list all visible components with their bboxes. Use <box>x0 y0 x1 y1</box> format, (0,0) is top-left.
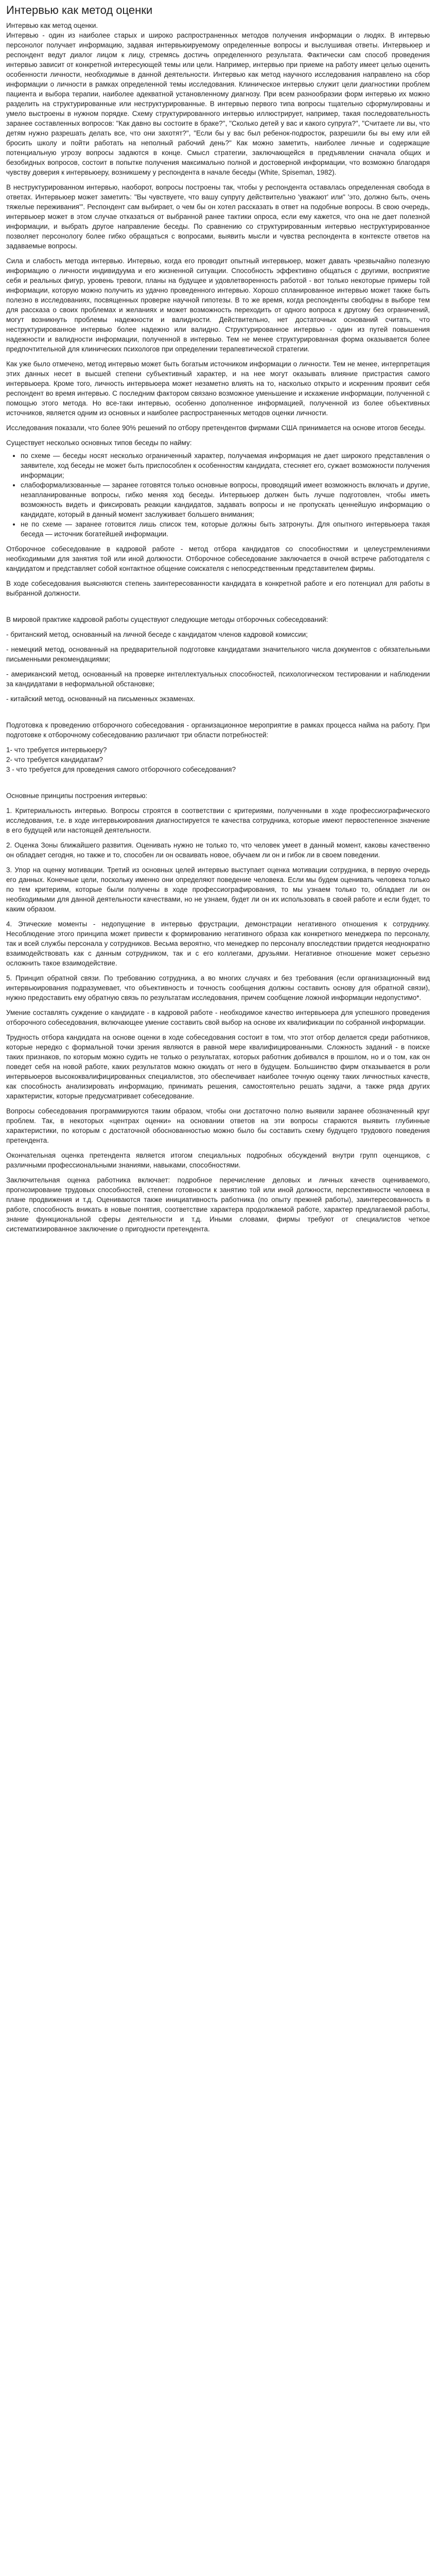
types-intro: Существует несколько основных типов беседы по найму: <box>6 439 192 447</box>
article-subtitle: Интервью как метод оценки. <box>6 22 98 29</box>
article-body <box>6 21 430 1234</box>
intro-paragraph: Интервью - один из наиболее старых и широко распространенных методов получения информации о людях. В интервью персонолог получает информацию, задавая интервьюируемому определенные вопросы и выслушивая ответы. Интервьюер и респондент ведут диалог лицом к лицу, стремясь достичь определенного результата. Фактически сам способ проведения интервью зависит от конкретной интересующей темы или цели. Например, интервью при приеме на работу имеет целью оценить особенности личности, необходимые в данной деятельности. Интервью как метод научного исследования направлено на сбор информации о личности в рамках определенной темы исследования. Клиническое интервью служит цели диагностики проблем пациента и выбора терапии, наиболее адекватной установленному диагнозу. При всем разнообразии форм интервью их можно разделить на структурированные или неструктурированные. В интервью первого типа вопросы тщательно сформулированы и умело выстроены в нужном порядке. Схему структурированного интервью иллюстрирует, например, такая последовательность заранее составленных вопросов: "Как давно вы состоите в браке?", "Сколько детей у вас и какого супруга?", "Считаете ли вы, что детям нужно разрешать делать все, что они захотят?", "Если бы у вас был ребенок-подросток, разрешили бы вы ему или ей бросить школу и пойти работать на неполный рабочий день?" Как можно заметить, наиболее личные и содержащие потенциальную угрозу вопросы задаются в конце. Смысл стратегии, заключающейся в предъявлении сначала общих и безобидных вопросов, состоит в попытке получения максимально полной и достоверной информации, что возможно благодаря чувству доверия к интервьюеру, возникшему у респондента в начале беседы (White, Spiseman, 1982). <box>6 31 430 176</box>
method-item: - китайский метод, основанный на письменных экзаменах. <box>6 695 196 703</box>
closing-paragraph: Умение составлять суждение о кандидате - в кадровой работе - необходимое качество интервьюера для успешного проведения отборочного собеседования, включающее умение составить свой выбор на основе их квалификации по собранной информации. <box>6 1009 430 1026</box>
methods-intro: В мировой практике кадровой работы существуют следующие методы отборочных собеседований: <box>6 616 328 623</box>
principle-item: 1. Критериальность интервью. Вопросы строятся в соответствии с критериями, полученными в ходе профессиографического исследования, т.е. в ходе интервьюирования диагностируется те качества сотрудника, которые имеют первостепенное значение в его будущей или настоящей деятельности. <box>6 807 430 834</box>
intro-paragraph: В неструктурированном интервью, наоборот, вопросы построены так, чтобы у респондента оставалась определенная свобода в ответах. Интервьюер может заметить: "Вы чувствуете, что вашу супругу действительно 'уважают' или" 'это, должно быть, очень тяжелые переживания'". Респондент сам выбирает, о чем бы он хотел рассказать в ответ на подобные вопросы. В свою очередь, интервьюер может в этом случае отказаться от выбранной ранее тактики опроса, если ему кажется, что она не дает полезной информации, и выбрать другое направление беседы. По сравнению со структурированным интервью неструктурированное позволяет персонологу более гибко обращаться с вопросами, выявить мысли и чувства респондента в контексте ответов на задаваемые вопросы. <box>6 183 430 250</box>
principle-item: 5. Принцип обратной связи. По требованию сотрудника, а во многих случаях и без требования (если организационный вид интервьюирования подразумевает, что объективность и точность сообщения должны составить основу для обратной связи), нужно предоставить ему обратную связь по результатам исследования, причем сообщение ложной информации недопустимо*. <box>6 974 430 1002</box>
list-item: • не по схеме — заранее готовится лишь список тем, которые должны быть затронуты. Для опытного интервьюера такая беседа — источник богатейшей информации. <box>21 519 430 539</box>
preparation-paragraph: Подготовка к проведению отборочного собеседования - организационное мероприятие в рамках процесса найма на работу. При подготовке к отборочному собеседованию различают три области потребностей: <box>6 721 430 739</box>
page-title: Интервью как метод оценки <box>6 4 153 16</box>
spacer <box>6 709 430 720</box>
list-item: • слабоформализованные — заранее готовятся только основные вопросы, проводящий имеет возможность включать и другие, незапланированные вопросы, гибко меняя ход беседы. Интервьюер должен быть лучше подготовлен, чтобы иметь возможность видеть и фиксировать реакции кандидатов, задавать вопросы и не пропускать ценнейшую информацию о кандидате, который в данный момент заслуживает большего внимания; <box>21 480 430 519</box>
principle-item: 4. Этические моменты - недопущение в интервью фрустрации, демонстрации негативного отношения к сотруднику. Несоблюдение этого принципа может привести к формированию негативного образа как конкретного менеджера по персоналу, так и всей службы персонала у сотрудников. Весьма вероятно, что менеджер по персоналу впоследствии придется неоднократно взаимодействовать как с данным сотрудником, так и с его коллегами, друзьями. Негативное отношение может серьезно осложнить такое взаимодействие. <box>6 920 430 967</box>
method-item: - американский метод, основанный на проверке интеллектуальных способностей, психологическом тестировании и наблюдении за кандидатами в неформальной обстановке; <box>6 670 430 688</box>
principles-intro: Основные принципы построения интервью: <box>6 792 148 800</box>
spacer <box>6 779 430 791</box>
list-item: • по схеме — беседы носят несколько ограниченный характер, получаемая информация не дает широкого представления о заявителе, ход беседы не может быть приспособлен к особенностям кандидата, стесняет его, сужает возможности получения информации; <box>21 451 430 480</box>
intro-paragraph: Как уже было отмечено, метод интервью может быть богатым источником информации о личности. Тем не менее, интерпретация этих данных несет в высшей степени субъективный характер, и на нее могут оказывать влияние пристрастия самого интервьюера. Кроме того, личность интервьюера может незаметно влиять на то, насколько открыто и искренним проявит себя респондент во время интервью. С последним фактором связано возможное уменьшение и искажение информации, полученной с помощью этого метода. Но все-таки интервью, особенно дополненное информацией, полученной из более объективных источников, является одним из основных и наиболее распространенных методов оценки личности. <box>6 360 430 417</box>
closing-paragraph: Заключительная оценка работника включает: подробное перечисление деловых и личных качеств оцениваемого, прогнозирование трудовых способностей, степени готовности к занятию той или иной должности, перспективности человека в плане продвижения и т.д. Оцениваются также инициативность работника (по опыту прежней работы), заинтересованность в работе, способность вникать в новые понятия, соответствие характера продолжаемой работе, характер предлагаемой работы, знание функциональной сферы деятельности и т.д. Иными словами, фирмы требуют от специалистов четкое систематизированное заключение о пригодности претендента. <box>6 1176 430 1233</box>
selection-interview-paragraph: В ходе собеседования выясняются степень заинтересованности кандидата в конкретной работе и его потенциал для работы в выбранной должности. <box>6 580 430 597</box>
preparation-item: 1- что требуется интервьюеру? <box>6 746 107 754</box>
spacer <box>6 603 430 615</box>
method-item: - британский метод, основанный на личной беседе с кандидатом членов кадровой комиссии; <box>6 631 308 638</box>
principle-item: 3. Упор на оценку мотивации. Третий из основных целей интервью выступает оценка мотивации сотрудника, в первую очередь его данных. Конечные цели, поскольку именно они определяют поведение человека. Если мы будем оценивать человека только по тем критериям, которые были получены в ходе профессиографирования, то мы узнаем только то, обладает ли он необходимыми для данной деятельности качествами, но не узнаем, будет ли он их использовать в своей работе и если будет, то каким образом. <box>6 866 430 913</box>
intro-paragraph: Исследования показали, что более 90% решений по отбору претендентов фирмами США принимается на основе итогов беседы. <box>6 424 426 432</box>
preparation-item: 2- что требуется кандидатам? <box>6 756 103 764</box>
closing-paragraph: Окончательная оценка претендента является итогом специальных подробных обсуждений внутри групп оценщиков, с различными профессиональными знаниями, навыками, способностями. <box>6 1151 430 1169</box>
method-item: - немецкий метод, основанный на предварительной подготовке кандидатами значительного числа документов с обязательными письменными рекомендациями; <box>6 646 430 663</box>
intro-paragraph: Сила и слабость метода интервью. Интервью, когда его проводит опытный интервьюер, может давать чрезвычайно полезную информацию о личности индивидуума и его жизненной ситуации. Способность эффективно общаться с другими, восприятие себя и реальных фигур, уровень тревоги, планы на будущее и удовлетворенность работой - вот только некоторые примеры той информации, которую можно получить из удачно проведенного интервью. Хорошо спланированное интервью может также быть полезно в исследованиях, посвященных проверке научной гипотезы. В то же время, когда респонденты свободны в выборе тем для рассказа о своих проблемах и желаниях и может возможность переходить от одного вопроса к другому без ограничений, могут возникнуть проблемы надежности и валидности. Действительно, нет достаточных оснований считать, что неструктурированное интервью более надежно или валидно. Структурированное интервью - один из путей повышения надежности и валидности информации, полученной в интервью. Тем не менее структурированная форма оказывается более предпочтительной для клинических психологов при определении терапевтической стратегии. <box>6 257 430 353</box>
preparation-item: 3 - что требуется для проведения самого отборочного собеседования? <box>6 766 236 773</box>
principle-item: 2. Оценка Зоны ближайшего развития. Оценивать нужно не только то, что человек умеет в данный момент, каковы качественно он обладает сегодня, но также и то, способен ли он осваивать новое, обучаем ли он и гибок ли в своем поведении. <box>6 841 430 859</box>
closing-paragraph: Трудность отбора кандидата на основе оценки в ходе собеседования состоит в том, что этот отбор делается среди работников, которые нередко с формальной точки зрения являются в равной мере квалифицированными. Сложность заданий - в поиске таких признаков, по которым можно судить не только о результатах, которых работник добивался в прошлом, но и о том, как он поведет себя на новой работе, каких результатов можно ожидать от него в будущем. Большинство фирм отказывается в роли интервьюеров высококвалифицированных специалистов, это обеспечивает наиболее точную оценку таких личностных качеств, как способность анализировать информацию, принимать решения, самостоятельно решать задачи, а также ряда других характеристик, которые предусматривает собеседование. <box>6 1033 430 1100</box>
closing-paragraph: Вопросы собеседования программируются таким образом, чтобы они достаточно полно выявили заранее обозначенный круг проблем. Так, в некоторых «центрах оценки» на основании ответов на эти вопросы стараются выявить глубинные характеристики, по которым с достаточной обоснованностью можно было бы составить схему будущего трудового поведения претендента. <box>6 1107 430 1144</box>
selection-interview-paragraph: Отборочное собеседование в кадровой работе - метод отбора кандидатов со способностями и целеустремлениями необходимыми для занятия той или иной должности. Отборочное собеседование заключается в очной встрече работодателя с кандидатом и представляет собой контактное общение соискателя с непосредственным представителем фирмы. <box>6 545 430 572</box>
types-list <box>6 451 430 539</box>
